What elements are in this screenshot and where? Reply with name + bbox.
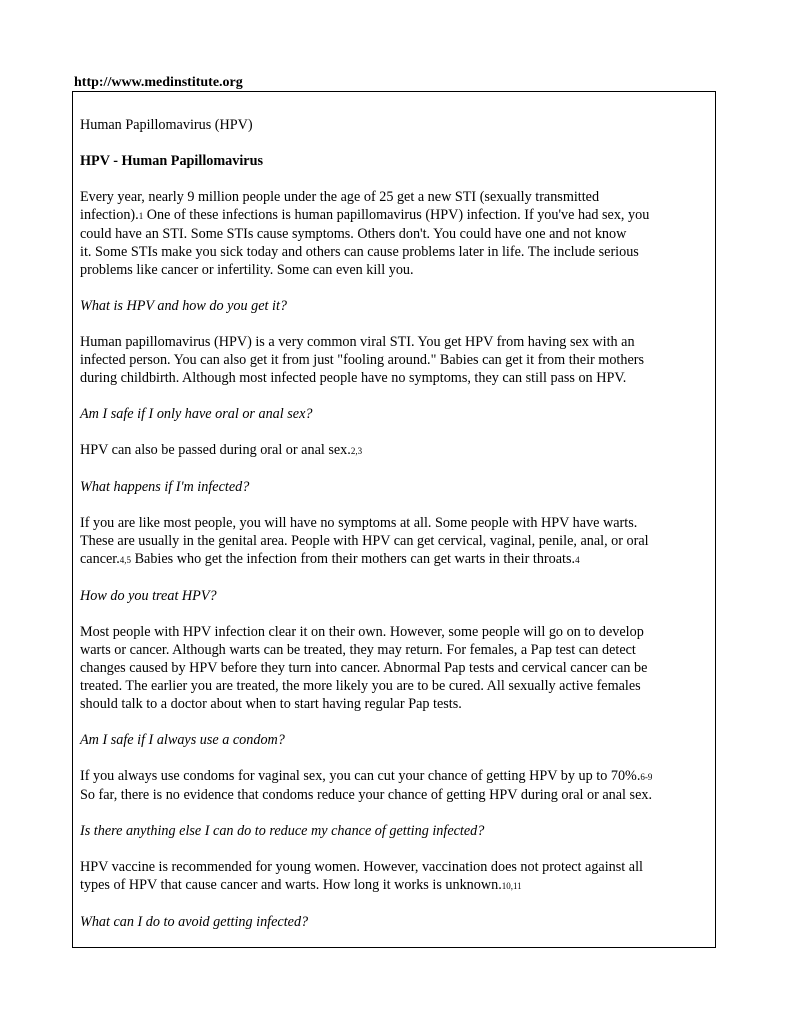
answer-line: during childbirth. Although most infected people have no symptoms, they can still pass on HPV. <box>80 370 627 386</box>
answer-line <box>80 550 708 569</box>
answer-line: warts or cancer. Although warts can be treated, they may return. For females, a Pap test can detect <box>80 642 636 658</box>
intro-line <box>80 206 708 225</box>
question-heading: Am I safe if I only have oral or anal sex? <box>80 406 313 422</box>
answer-line: changes caused by HPV before they turn into cancer. Abnormal Pap tests and cervical cancer can be <box>80 660 648 676</box>
question-heading: Am I safe if I always use a condom? <box>80 732 285 748</box>
question-heading: How do you treat HPV? <box>80 588 217 604</box>
answer-line: These are usually in the genital area. People with HPV can get cervical, vaginal, penile, anal, or oral <box>80 533 649 549</box>
intro-text: One of these infections is human papillomavirus (HPV) infection. If you've had sex, you <box>143 207 650 223</box>
intro-line: Every year, nearly 9 million people under the age of 25 get a new STI (sexually transmitted <box>80 189 600 205</box>
answer-paragraph <box>80 441 708 460</box>
answer-text: If you always use condoms for vaginal sex, you can cut your chance of getting HPV by up to 70%. <box>80 768 641 784</box>
question-heading: Is there anything else I can do to reduce my chance of getting infected? <box>80 823 485 839</box>
reference-marker: 4 <box>575 555 580 565</box>
answer-paragraph <box>80 767 708 804</box>
document-heading: HPV - Human Papillomavirus <box>80 153 264 169</box>
answer-text: Babies who get the infection from their mothers can get warts in their throats. <box>131 551 576 567</box>
answer-text: HPV can also be passed during oral or anal sex. <box>80 442 351 458</box>
answer-line: Most people with HPV infection clear it on their own. However, some people will go on to develop <box>80 624 644 640</box>
intro-text: infection). <box>80 207 139 223</box>
reference-marker: 1 <box>138 211 144 221</box>
answer-line <box>80 767 708 786</box>
document-frame <box>72 91 716 948</box>
intro-line: could have an STI. Some STIs cause symptoms. Others don't. You could have one and not know <box>80 226 627 242</box>
intro-line: it. Some STIs make you sick today and others can cause problems later in life. The include serious <box>80 244 639 260</box>
answer-line: HPV vaccine is recommended for young women. However, vaccination does not protect against all <box>80 859 643 875</box>
answer-paragraph <box>80 623 708 713</box>
answer-text: types of HPV that cause cancer and warts. How long it works is unknown. <box>80 877 502 893</box>
document-title: Human Papillomavirus (HPV) <box>80 117 253 133</box>
question-heading: What is HPV and how do you get it? <box>80 298 288 314</box>
answer-line: So far, there is no evidence that condoms reduce your chance of getting HPV during oral or anal sex. <box>80 787 653 803</box>
question-heading: What happens if I'm infected? <box>80 479 250 495</box>
reference-marker: 10,11 <box>501 881 522 891</box>
answer-paragraph <box>80 333 708 387</box>
answer-line: infected person. You can also get it from just "fooling around." Babies can get it from their mothers <box>80 352 644 368</box>
answer-line: treated. The earlier you are treated, the more likely you are to be cured. All sexually active females <box>80 678 641 694</box>
answer-paragraph <box>80 514 708 569</box>
answer-text: cancer. <box>80 551 120 567</box>
answer-line: should talk to a doctor about when to start having regular Pap tests. <box>80 696 462 712</box>
source-url: http://www.medinstitute.org <box>74 75 243 90</box>
reference-marker: 4,5 <box>119 555 132 565</box>
intro-paragraph <box>80 188 708 279</box>
answer-paragraph <box>80 858 708 895</box>
answer-line: If you are like most people, you will have no symptoms at all. Some people with HPV have warts. <box>80 515 638 531</box>
reference-marker: 2,3 <box>350 446 363 456</box>
question-heading: What can I do to avoid getting infected? <box>80 914 309 930</box>
intro-line: problems like cancer or infertility. Some can even kill you. <box>80 262 414 278</box>
answer-line <box>80 876 708 895</box>
reference-marker: 6-9 <box>640 772 653 782</box>
document-content <box>80 116 708 948</box>
answer-line: Human papillomavirus (HPV) is a very common viral STI. You get HPV from having sex with an <box>80 334 635 350</box>
